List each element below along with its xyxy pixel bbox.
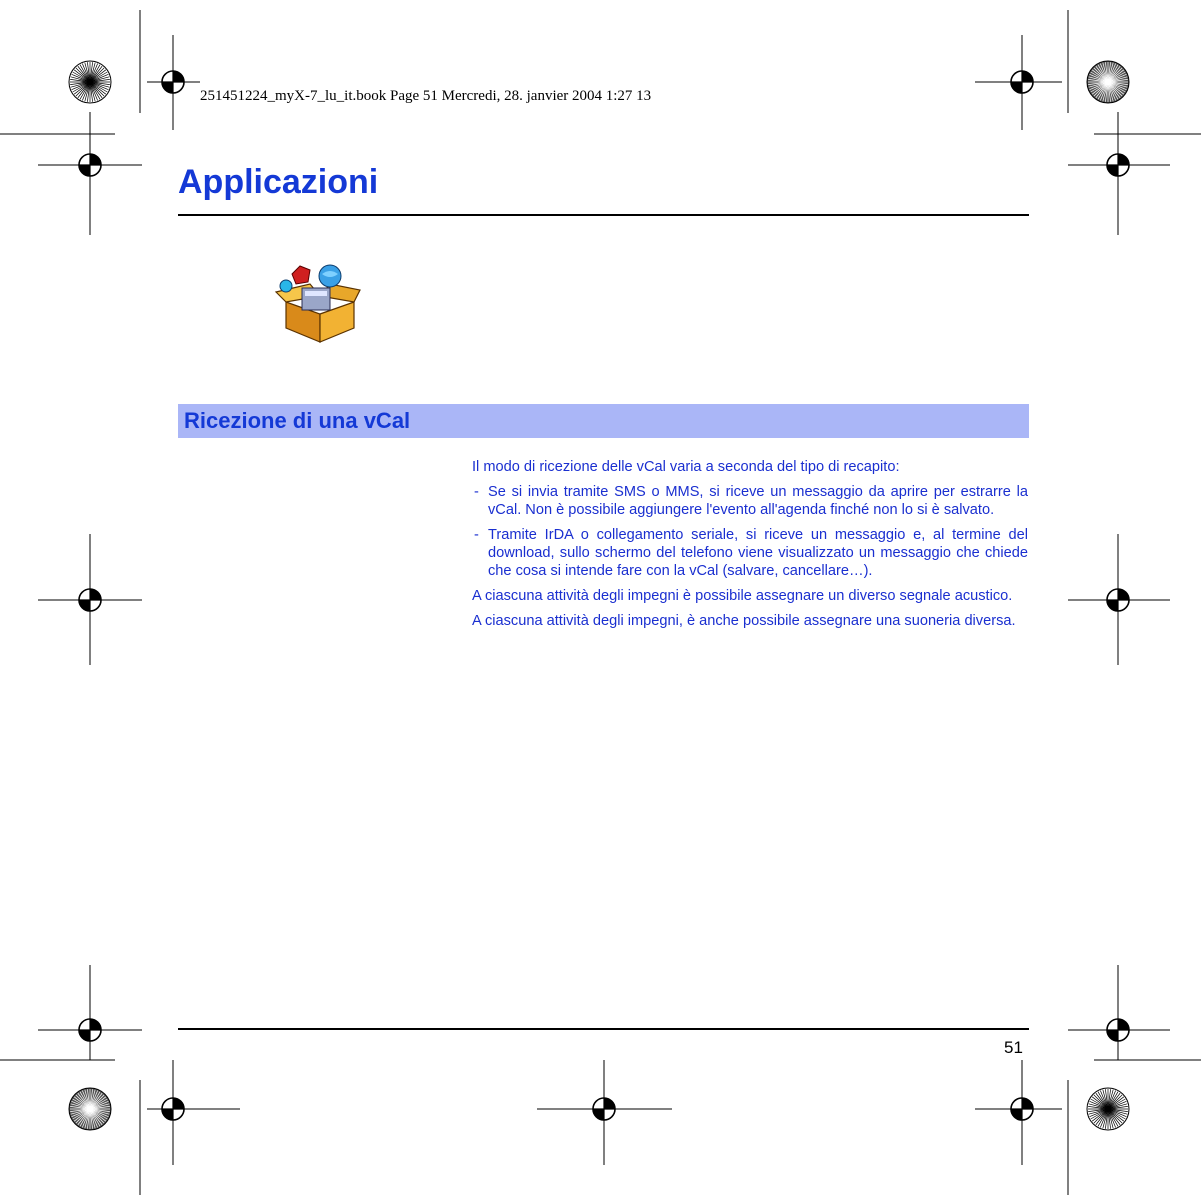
footer-divider bbox=[178, 1028, 1029, 1030]
sunburst-rays bbox=[70, 62, 110, 102]
section-title: Ricezione di una vCal bbox=[184, 408, 411, 433]
bullet-marker: - bbox=[474, 527, 479, 543]
bullet-marker: - bbox=[474, 484, 479, 500]
section-intro: Il modo di ricezione delle vCal varia a seconda del tipo di recapito: bbox=[472, 459, 900, 475]
title-divider bbox=[178, 214, 1029, 216]
list-item-text: Tramite IrDA o collegamento seriale, si riceve un messaggio e, al termine del download, sullo schermo del telefono viene visualizzato un messaggio che chiede che cosa si intende fare con la vCal (salvare, cancellare…). bbox=[488, 527, 1028, 579]
page-number: 51 bbox=[1004, 1038, 1023, 1057]
sunburst-rays bbox=[70, 1089, 110, 1129]
paragraph: A ciascuna attività degli impegni, è anche possibile assegnare una suoneria diversa. bbox=[472, 613, 1016, 629]
list-item bbox=[472, 526, 1028, 580]
applications-box-icon bbox=[272, 262, 362, 344]
section-body bbox=[472, 458, 1028, 637]
paragraph: A ciascuna attività degli impegni è possibile assegnare un diverso segnale acustico. bbox=[472, 588, 1013, 604]
list-item bbox=[472, 483, 1028, 519]
book-header-info: 251451224_myX-7_lu_it.book Page 51 Mercredi, 28. janvier 2004 1:27 13 bbox=[200, 88, 652, 104]
sunburst-rays bbox=[1088, 62, 1128, 102]
list-item-text: Se si invia tramite SMS o MMS, si riceve un messaggio da aprire per estrarre la vCal. Non è possibile aggiungere l'evento all'agenda finché non lo si è salvato. bbox=[488, 484, 1028, 518]
page-title: Applicazioni bbox=[178, 163, 379, 201]
sunburst-rays bbox=[1088, 1089, 1128, 1129]
